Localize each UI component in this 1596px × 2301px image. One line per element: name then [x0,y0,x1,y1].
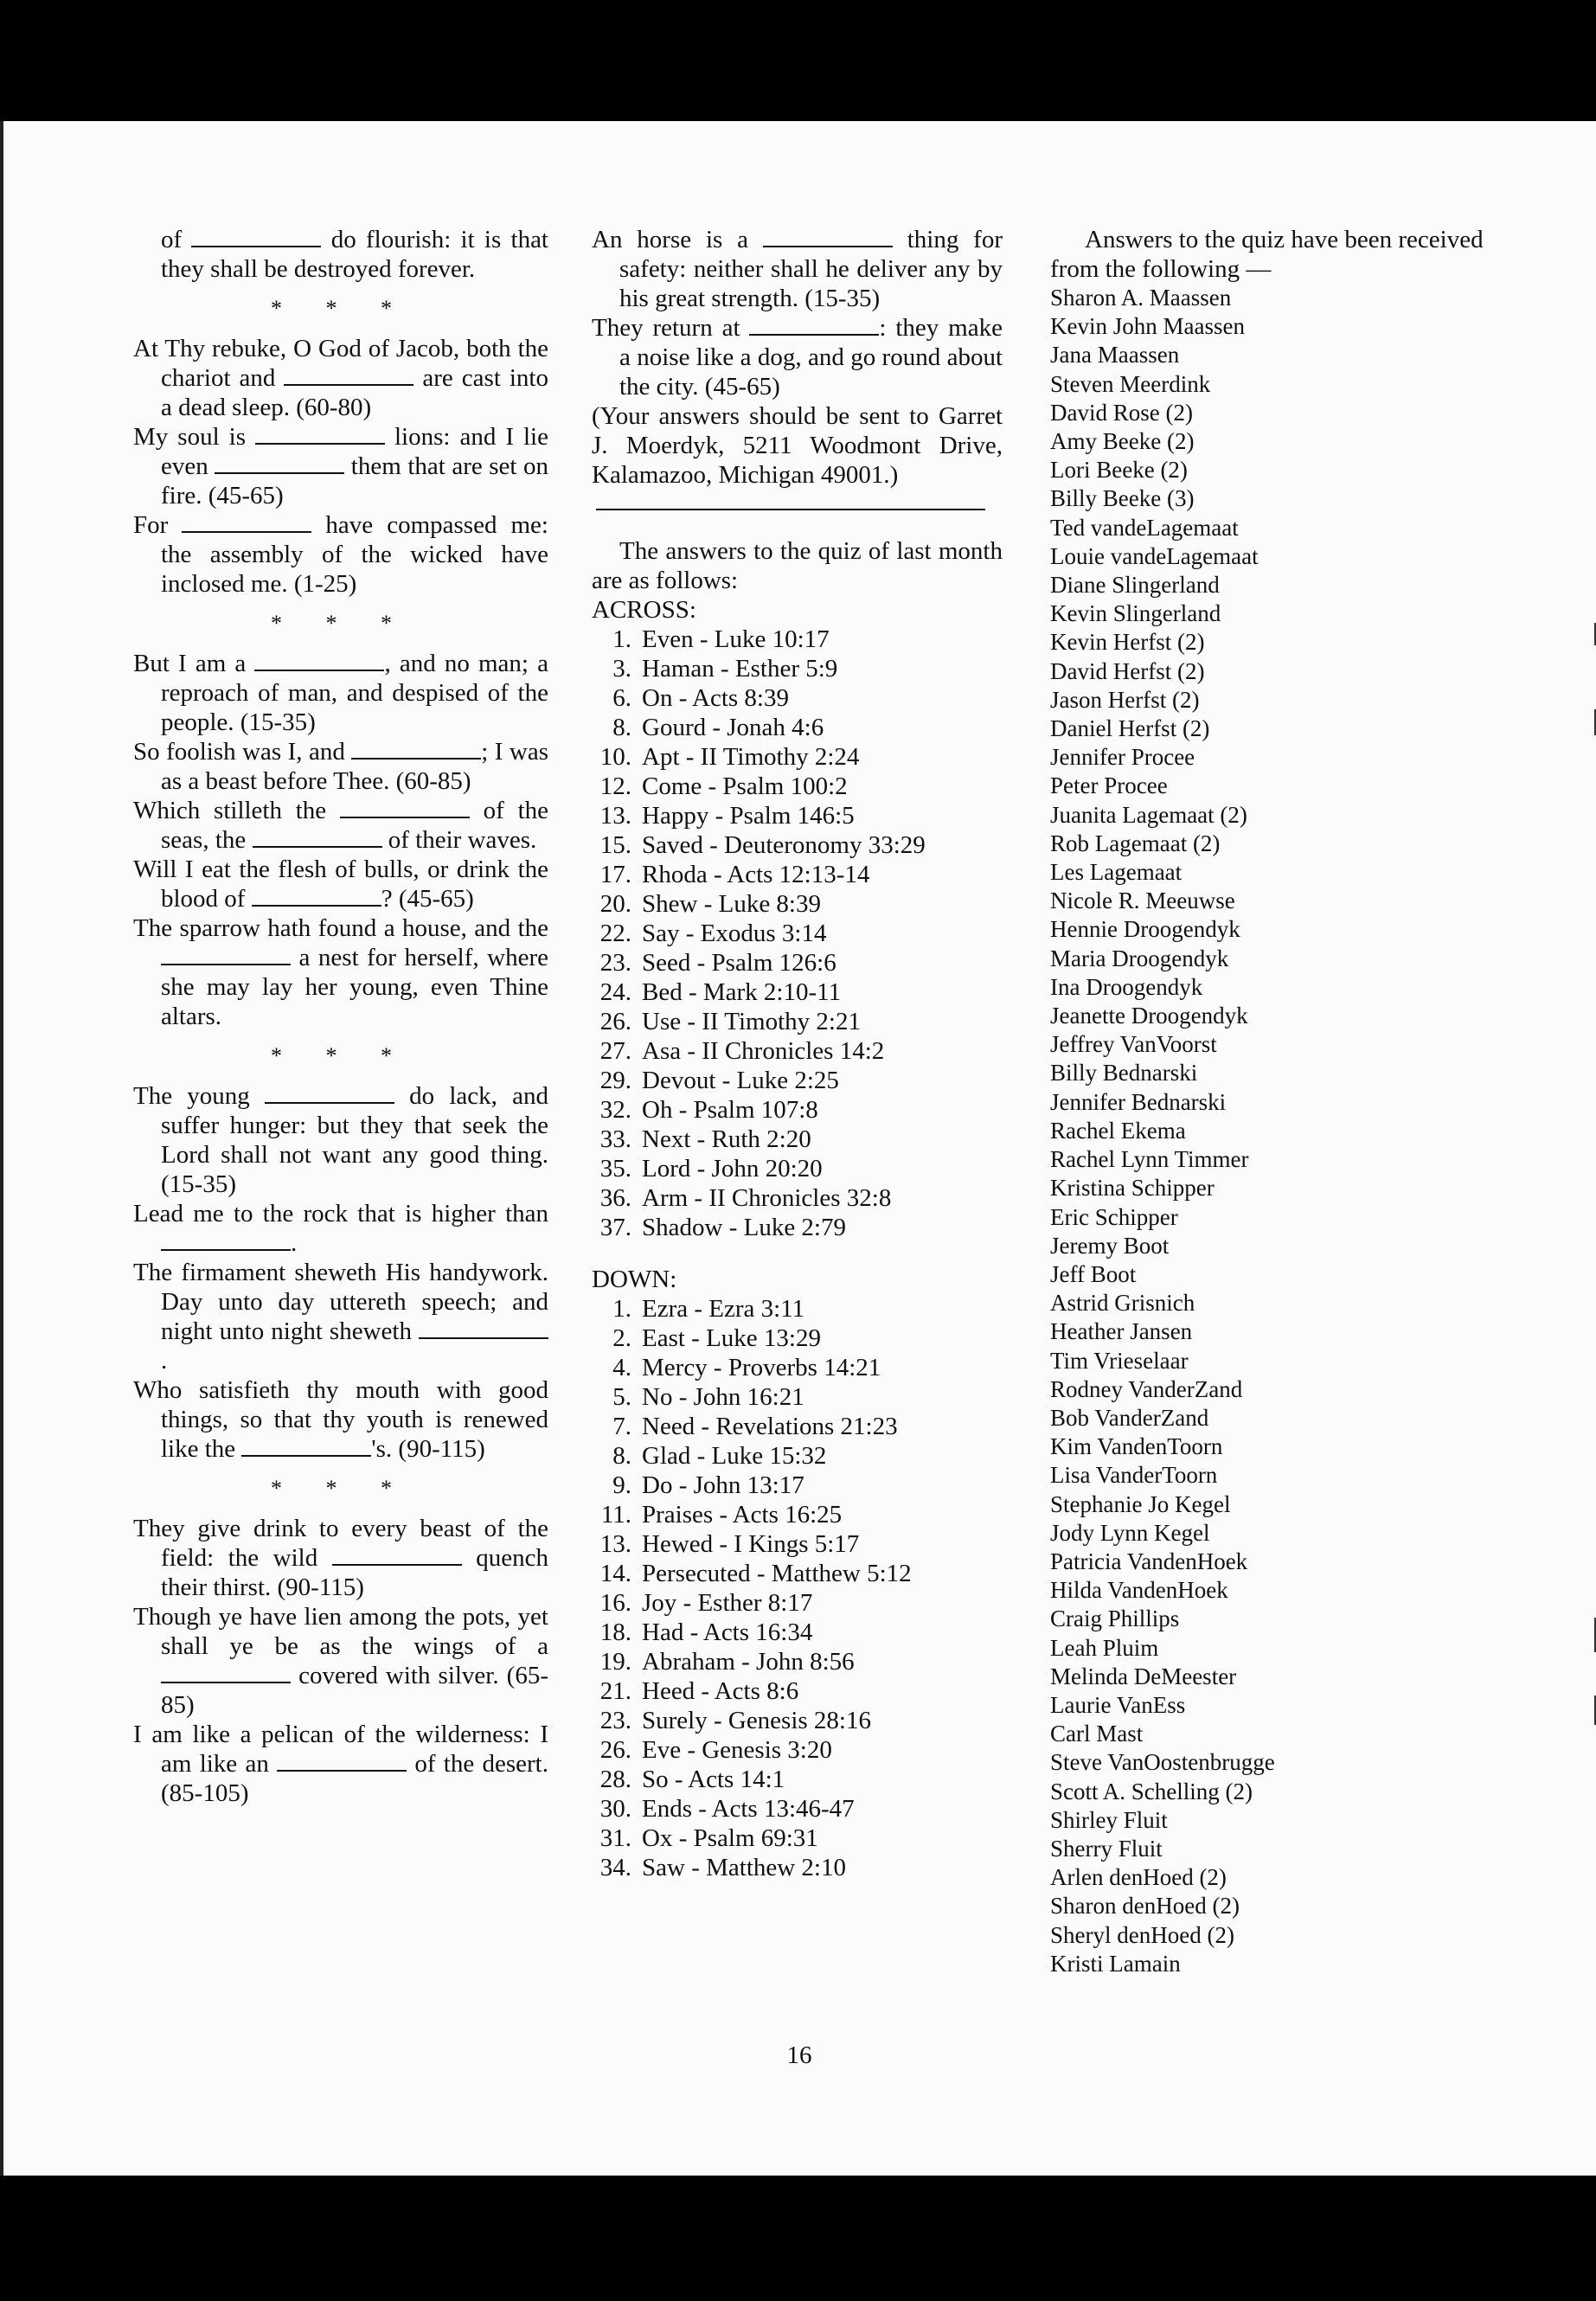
answer-blank [332,1545,462,1566]
respondent-name: Louie vandeLagemaat [1050,542,1259,569]
respondent-name: Ted vandeLagemaat [1050,514,1239,541]
answer-number: 26. [599,1008,631,1035]
answer-item [592,742,1003,772]
respondent-name: Peter Procee [1050,772,1168,799]
respondent-name: Diane Slingerland [1050,572,1220,599]
answer-text: Surely - Genesis 28:16 [642,1707,871,1734]
respondent-name: Kim VandenToorn [1050,1433,1223,1460]
respondent-name: Jeremy Boot [1050,1232,1170,1259]
verse-text: So foolish was I, and [133,738,352,766]
answer-number: 19. [599,1648,631,1676]
answer-blank [277,1751,407,1772]
verse-text: quench their thirst. (90-115) [161,1544,548,1601]
answer-number: 17. [599,861,631,888]
answer-text: Do - John 13:17 [642,1471,804,1499]
answer-number: 28. [599,1766,631,1793]
answer-text: Saved - Deuteronomy 33:29 [642,831,926,859]
answer-blank [182,512,311,533]
answer-number: 20. [599,890,631,918]
verse-text: 's. (90-115) [371,1435,485,1463]
answer-item [592,772,1003,801]
answer-item [592,1647,1003,1676]
quiz-verse [133,422,548,510]
answer-item [592,1676,1003,1706]
answer-blank [254,651,384,671]
answer-text: Praises - Acts 16:25 [642,1501,843,1529]
respondent-name: Kevin Slingerland [1050,600,1221,627]
verse-text: . [291,1229,298,1257]
respondent-name: Craig Phillips [1050,1606,1180,1632]
answer-number: 16. [599,1589,631,1617]
verse-text: covered with silver. (65-85) [161,1662,548,1719]
answer-blank [340,798,470,818]
section-separator: * * * [271,1476,411,1501]
verse-text: them that are set on fire. (45-65) [161,452,548,510]
respondent-name: Jennifer Procee [1050,744,1195,771]
answer-text: No - John 16:21 [642,1383,804,1411]
verse-text: Will I eat the flesh of bulls, or drink the blood of [133,856,548,913]
answer-text: Joy - Esther 8:17 [642,1589,813,1617]
quiz-verse [133,1602,548,1720]
answer-text: Had - Acts 16:34 [642,1618,813,1646]
answer-item [592,1183,1003,1213]
answer-number: 6. [612,684,631,712]
answer-text: Arm - II Chronicles 32:8 [642,1184,892,1212]
answer-text: Ends - Acts 13:46-47 [642,1795,855,1823]
answer-text: Heed - Acts 8:6 [642,1677,799,1705]
respondent-name: Hennie Droogendyk [1050,916,1240,943]
answer-text: Abraham - John 8:56 [642,1648,855,1676]
answer-blank [351,739,481,760]
verse-text: a nest for herself, where she may lay her young, even Thine altars. [161,944,548,1030]
verse-text: At Thy rebuke, O God of Jacob, both the chariot and [133,335,548,392]
respondent-name: Scott A. Schelling (2) [1050,1778,1253,1804]
answer-item [592,1706,1003,1735]
verse-text: of their waves. [381,826,537,854]
verse-text: The young [133,1082,265,1110]
verse-text: , and no man; a reproach of man, and despised of the people. (15-35) [161,650,548,736]
answer-item [592,1588,1003,1618]
verse-text: The firmament sheweth His handywork. Day unto day uttereth speech; and night unto night sheweth [133,1259,548,1345]
answer-item [592,860,1003,889]
respondent-name: Steven Meerdink [1050,370,1211,397]
respondent-name: Jeanette Droogendyk [1050,1003,1248,1029]
answer-item [592,1529,1003,1559]
respondent-name: Leah Pluim [1050,1634,1159,1661]
respondent-name: Nicole R. Meeuwse [1050,888,1235,914]
quiz-verse [592,225,1003,313]
answer-item [592,713,1003,742]
verse-text: Which stilleth the [133,797,340,824]
answer-text: Haman - Esther 5:9 [642,655,838,683]
answer-item [592,1853,1003,1882]
respondent-name: Jason Herfst (2) [1050,686,1200,713]
answer-item [592,1471,1003,1500]
respondent-name: David Herfst (2) [1050,657,1205,684]
answer-text: Lord - John 20:20 [642,1155,823,1183]
answer-number: 21. [599,1677,631,1705]
answer-blank [284,365,413,386]
respondent-name: Shirley Fluit [1050,1806,1168,1833]
answer-item [592,1500,1003,1529]
answer-text: Shew - Luke 8:39 [642,890,821,918]
verse-text: ? (45-65) [381,885,474,913]
verse-text: My soul is [133,423,255,451]
verse-text: are cast into a dead sleep. (60-80) [161,364,548,421]
verse-text: The sparrow hath found a house, and the [133,914,548,942]
answer-item [592,1823,1003,1853]
respondent-name: David Rose (2) [1050,399,1193,426]
answer-blank [161,1663,291,1683]
answer-item [592,1324,1003,1353]
respondent-name: Steve VanOostenbrugge [1050,1749,1275,1776]
answer-item [592,625,1003,654]
answer-number: 32. [599,1096,631,1124]
answer-number: 23. [599,949,631,977]
answer-item [592,1382,1003,1412]
answer-item [592,1765,1003,1794]
answer-blank [763,227,893,247]
answer-text: Seed - Psalm 126:6 [642,949,836,977]
respondent-name: Daniel Herfst (2) [1050,715,1210,742]
answer-item [592,1066,1003,1095]
quiz-verse [133,855,548,913]
answer-text: Bed - Mark 2:10-11 [642,978,842,1006]
respondent-name: Les Lagemaat [1050,859,1183,886]
quiz-verse [133,649,548,737]
answer-number: 15. [599,831,631,859]
respondent-name: Laurie VanEss [1050,1691,1186,1718]
verse-text: : they make a noise like a dog, and go round about the city. (45-65) [619,314,1003,401]
verse-text: of the seas, the [161,797,549,854]
answer-item [592,1294,1003,1324]
answer-number: 34. [599,1854,631,1881]
respondent-name: Tim Vrieselaar [1050,1347,1189,1374]
respondent-name: Stephanie Jo Kegel [1050,1490,1231,1517]
answer-text: East - Luke 13:29 [642,1324,821,1352]
answer-blank [255,424,385,445]
respondent-name: Carl Mast [1050,1721,1144,1747]
verse-text: An horse is a [592,226,763,253]
quiz-verse [133,1258,548,1375]
verse-text: lions: and I lie even [161,423,548,480]
answer-number: 13. [599,802,631,830]
answer-text: Shadow - Luke 2:79 [642,1214,846,1241]
answer-text: Saw - Matthew 2:10 [642,1854,846,1881]
answer-item [592,1154,1003,1183]
answer-text: So - Acts 14:1 [642,1766,785,1793]
answer-number: 18. [599,1618,631,1646]
verse-text: But I am a [133,650,255,677]
respondent-name: Amy Beeke (2) [1050,428,1195,455]
answer-blank [252,886,381,907]
answer-item [592,977,1003,1007]
respondent-name: Kristina Schipper [1050,1175,1215,1202]
answer-item [592,654,1003,683]
down-heading: DOWN: [592,1266,677,1293]
answer-blank [241,1436,371,1457]
answer-text: On - Acts 8:39 [642,684,789,712]
answer-text: Persecuted - Matthew 5:12 [642,1560,912,1587]
answer-number: 1. [612,625,631,653]
answer-text: Need - Revelations 21:23 [642,1413,898,1440]
respondents-list [1050,284,1500,1978]
across-answers-list [592,625,1003,1242]
answer-text: Eve - Genesis 3:20 [642,1736,832,1764]
respondent-name: Kevin Herfst (2) [1050,629,1205,656]
answer-number: 26. [599,1736,631,1764]
answer-number: 10. [599,743,631,771]
verse-text: Lead me to the rock that is higher than [133,1200,548,1227]
quiz-column-1 [133,225,548,1808]
section-separator: * * * [271,1043,411,1068]
respondent-name: Rob Lagemaat (2) [1050,830,1221,856]
answer-item [592,889,1003,919]
answer-text: Mercy - Proverbs 14:21 [642,1354,881,1381]
quiz-verse [133,1081,548,1199]
answer-blank [253,827,382,848]
answer-text: Come - Psalm 100:2 [642,772,848,800]
quiz-verse [133,225,548,284]
respondent-name: Eric Schipper [1050,1203,1178,1230]
answer-number: 24. [599,978,631,1006]
respondent-name: Melinda DeMeester [1050,1663,1237,1689]
section-separator: * * * [271,611,411,636]
answer-item [592,1036,1003,1066]
answer-text: Glad - Luke 15:32 [642,1442,827,1470]
answer-text: Devout - Luke 2:25 [642,1067,839,1094]
page-number: 16 [786,2041,812,2069]
respondent-name: Rachel Lynn Timmer [1050,1146,1249,1173]
down-answers-list [592,1294,1003,1882]
respondent-name: Maria Droogendyk [1050,945,1229,971]
answer-text: Apt - II Timothy 2:24 [642,743,860,771]
answer-blank [161,1230,291,1251]
section-separator: * * * [271,296,411,321]
answer-blank [161,945,291,965]
respondents-column [1050,225,1500,1978]
answer-item [592,1095,1003,1125]
verse-text: For [133,511,183,539]
answer-item [592,1007,1003,1036]
answer-number: 30. [599,1795,631,1823]
answer-text: Hewed - I Kings 5:17 [642,1530,860,1558]
answer-text: Gourd - Jonah 4:6 [642,714,824,741]
answer-number: 27. [599,1037,631,1065]
answer-number: 13. [599,1530,631,1558]
respondent-name: Billy Bednarski [1050,1060,1198,1086]
answer-blank [191,227,321,247]
answer-number: 12. [599,772,631,800]
answer-number: 29. [599,1067,631,1094]
answer-text: Rhoda - Acts 12:13-14 [642,861,870,888]
verse-text: have compassed me: the assembly of the wicked have inclosed me. (1-25) [161,511,548,598]
answer-item [592,1441,1003,1471]
respondent-name: Lisa VanderToorn [1050,1462,1218,1489]
quiz-verse [133,1199,548,1258]
answer-text: Say - Exodus 3:14 [642,920,827,947]
respondents-intro: Answers to the quiz have been received from the following — [1050,226,1484,283]
answer-number: 22. [599,920,631,947]
quiz-column-2 [592,225,1003,1882]
across-heading: ACROSS: [592,596,696,624]
respondent-name: Arlen denHoed (2) [1050,1864,1227,1891]
respondent-name: Sharon A. Maassen [1050,285,1232,311]
respondent-name: Bob VanderZand [1050,1404,1209,1431]
answer-number: 1. [612,1295,631,1323]
answer-number: 37. [599,1214,631,1241]
answer-number: 31. [599,1824,631,1852]
respondent-name: Sharon denHoed (2) [1050,1893,1240,1920]
answer-number: 14. [599,1560,631,1587]
answer-text: Asa - II Chronicles 14:2 [642,1037,885,1065]
quiz-verse [592,313,1003,401]
answer-number: 9. [612,1471,631,1499]
answer-number: 35. [599,1155,631,1183]
verse-text: of [161,226,192,253]
respondent-name: Billy Beeke (3) [1050,485,1195,512]
answer-blank [749,315,879,336]
answer-number: 11. [600,1501,631,1529]
respondent-name: Juanita Lagemaat (2) [1050,801,1247,828]
verse-text: . [161,1347,168,1375]
quiz-verse [133,334,548,422]
respondent-name: Jeffrey VanVoorst [1050,1031,1217,1058]
answer-item [592,948,1003,977]
respondent-name: Sheryl denHoed (2) [1050,1921,1234,1948]
answer-item [592,1735,1003,1765]
answer-number: 23. [599,1707,631,1734]
answer-text: Even - Luke 10:17 [642,625,830,653]
respondent-name: Jeff Boot [1050,1260,1137,1287]
verse-text: do flourish: it is that they shall be destroyed forever. [161,226,548,283]
respondent-name: Sherry Fluit [1050,1835,1163,1862]
answer-number: 8. [612,714,631,741]
verse-text: I am like a pelican of the wilderness: I am like an [133,1721,548,1778]
quiz-verse [133,510,548,599]
answer-item [592,1125,1003,1154]
respondent-name: Jana Maassen [1050,342,1180,369]
mailing-instructions: (Your answers should be sent to Garret J. Moerdyk, 5211 Woodmont Drive, Kalamazoo, Michigan 49001.) [592,402,1003,489]
verse-text: Who satisfieth thy mouth with good things, so that thy youth is renewed like the [133,1376,548,1463]
divider [596,509,985,510]
answer-item [592,1213,1003,1242]
respondent-name: Hilda VandenHoek [1050,1577,1228,1604]
respondent-name: Kevin John Maassen [1050,313,1245,340]
answer-blank [419,1318,548,1339]
answer-text: Oh - Psalm 107:8 [642,1096,818,1124]
answer-text: Ox - Psalm 69:31 [642,1824,818,1852]
respondent-name: Jennifer Bednarski [1050,1088,1227,1115]
respondent-name: Jody Lynn Kegel [1050,1519,1210,1546]
answer-item [592,830,1003,860]
respondent-name: Astrid Grisnich [1050,1290,1195,1317]
respondent-name: Kristi Lamain [1050,1950,1181,1977]
answer-blank [265,1083,394,1104]
respondent-name: Rodney VanderZand [1050,1375,1243,1402]
answer-item [592,1794,1003,1823]
answer-number: 5. [612,1383,631,1411]
answer-item [592,1618,1003,1647]
verse-text: thing for safety: neither shall he deliver any by his great strength. (15-35) [619,226,1003,312]
answer-text: Ezra - Ezra 3:11 [642,1295,805,1323]
respondent-name: Ina Droogendyk [1050,973,1203,1000]
answer-text: Happy - Psalm 146:5 [642,802,855,830]
answer-blank [215,453,344,474]
quiz-verse [133,1720,548,1808]
answer-item [592,1353,1003,1382]
magazine-page [0,121,1596,2176]
verse-text: They return at [592,314,750,342]
respondent-name: Heather Jansen [1050,1318,1193,1345]
answer-number: 33. [599,1125,631,1153]
quiz-verse [133,1514,548,1602]
answer-item [592,801,1003,830]
answer-number: 4. [612,1354,631,1381]
verse-text: Though ye have lien among the pots, yet shall ye be as the wings of a [133,1603,548,1660]
answers-intro: The answers to the quiz of last month are as follows: [592,537,1003,594]
respondent-name: Rachel Ekema [1050,1117,1186,1144]
respondent-name: Patricia VandenHoek [1050,1548,1248,1574]
answer-item [592,919,1003,948]
quiz-verse [133,737,548,796]
quiz-verse [133,1375,548,1464]
quiz-verse [133,913,548,1031]
respondent-name: Lori Beeke (2) [1050,457,1188,484]
answer-item [592,683,1003,713]
verse-text: of the desert. (85-105) [161,1750,548,1807]
verse-text: do lack, and suffer hunger: but they that seek the Lord shall not want any good thing. (15-35) [161,1082,548,1198]
quiz-verse [133,796,548,855]
answer-number: 7. [612,1413,631,1440]
answer-number: 2. [612,1324,631,1352]
answer-number: 8. [612,1442,631,1470]
verse-text: ; I was as a beast before Thee. (60-85) [161,738,548,795]
answer-number: 36. [599,1184,631,1212]
answer-item [592,1559,1003,1588]
answer-text: Use - II Timothy 2:21 [642,1008,861,1035]
answer-number: 3. [612,655,631,683]
answer-item [592,1412,1003,1441]
verse-text: They give drink to every beast of the field: the wild [133,1515,548,1572]
answer-text: Next - Ruth 2:20 [642,1125,811,1153]
